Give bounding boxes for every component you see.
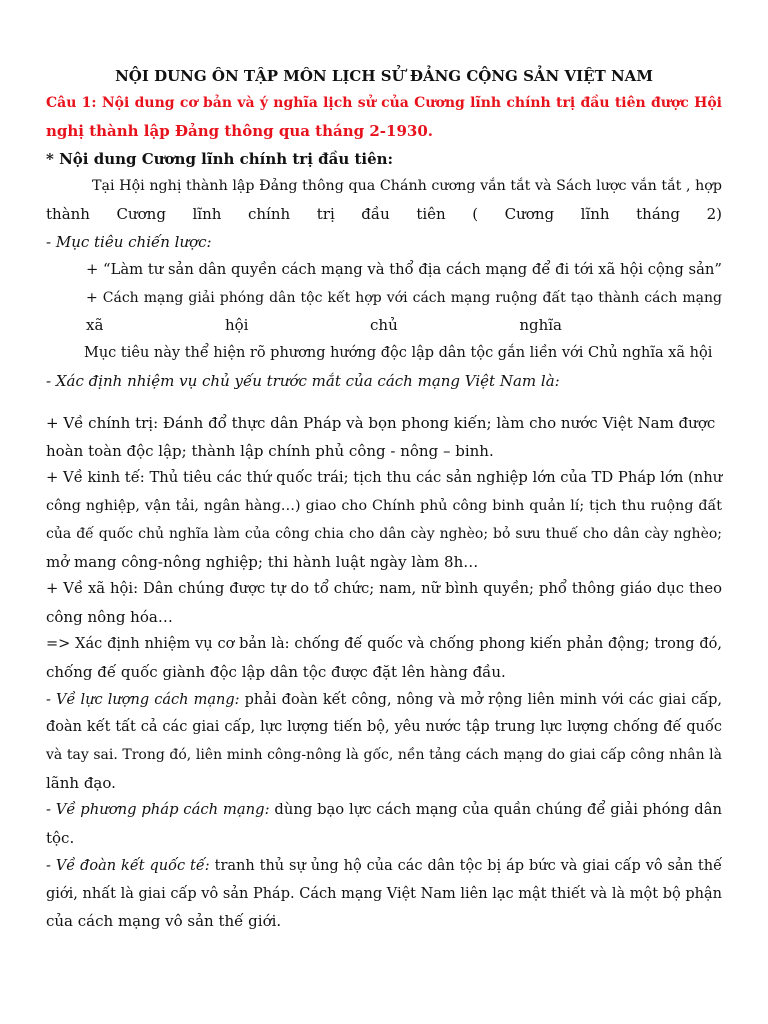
social-line-1: + Về xã hội: Dân chúng được tự do tổ chức; nam, nữ bình quyền; phổ thông giáo dục theo <box>46 580 722 597</box>
forces-line-1 <box>46 690 722 710</box>
question-heading-line-2: nghị thành lập Đảng thông qua tháng 2-1930. <box>46 122 433 140</box>
goal-label: - Mục tiêu chiến lược: <box>46 233 212 251</box>
conclusion-line-1: => Xác định nhiệm vụ cơ bản là: chống đế quốc và chống phong kiến phản động; trong đó, <box>46 636 722 652</box>
solidarity-line-1 <box>46 856 722 876</box>
economic-line-1: + Về kinh tế: Thủ tiêu các thứ quốc trái; tịch thu các sản nghiệp lớn của TD Pháp lớn (như <box>46 469 723 486</box>
goal-item-1: + “Làm tư sản dân quyền cách mạng và thổ địa cách mạng để đi tới xã hội cộng sản” <box>86 261 722 278</box>
document-title: NỘI DUNG ÔN TẬP MÔN LỊCH SỬ ĐẢNG CỘNG SẢN VIỆT NAM <box>115 67 653 85</box>
forces-line-1-text: phải đoàn kết công, nông và mở rộng liên minh với các giai cấp, <box>239 692 722 708</box>
goal-item-2-line-2: xã hội chủ nghĩa <box>86 316 562 334</box>
method-line-1 <box>46 800 722 820</box>
intro-line-1: Tại Hội nghị thành lập Đảng thông qua Chánh cương vắn tắt và Sách lược vắn tắt , hợp <box>92 178 722 194</box>
method-line-2: tộc. <box>46 829 75 847</box>
forces-line-4: lãnh đạo. <box>46 774 116 792</box>
forces-label: - Về lực lượng cách mạng: <box>46 692 240 708</box>
political-line-1: + Về chính trị: Đánh đổ thực dân Pháp và bọn phong kiến; làm cho nước Việt Nam được <box>46 414 716 432</box>
goal-item-2-line-1: + Cách mạng giải phóng dân tộc kết hợp với cách mạng ruộng đất tạo thành cách mạng <box>86 290 722 306</box>
solidarity-label: - Về đoàn kết quốc tế: <box>46 858 210 874</box>
question-heading-line-1: Câu 1: Nội dung cơ bản và ý nghĩa lịch sử của Cương lĩnh chính trị đầu tiên được Hội <box>46 95 722 111</box>
intro-line-2: thành Cương lĩnh chính trị đầu tiên ( Cương lĩnh tháng 2) <box>46 205 722 223</box>
conclusion-line-2: chống đế quốc giành độc lập dân tộc được đặt lên hàng đầu. <box>46 663 506 681</box>
goal-summary: Mục tiêu này thể hiện rõ phương hướng độc lập dân tộc gắn liền với Chủ nghĩa xã hội <box>84 345 713 361</box>
economic-line-3: của đế quốc chủ nghĩa làm của công chia cho dân cày nghèo; bỏ sưu thuế cho dân cày nghèo; <box>46 526 722 542</box>
solidarity-line-3: của cách mạng vô sản thế giới. <box>46 912 282 930</box>
economic-line-2: công nghiệp, vận tải, ngân hàng…) giao cho Chính phủ công binh quản lí; tịch thu ruộng đất <box>46 498 722 514</box>
solidarity-line-1-text: tranh thủ sự ủng hộ của các dân tộc bị áp bức và giai cấp vô sản thế <box>209 858 722 874</box>
forces-line-3: và tay sai. Trong đó, liên minh công-nông là gốc, nền tảng cách mạng do giai cấp công nhân là <box>46 747 722 763</box>
social-line-2: công nông hóa… <box>46 608 173 626</box>
method-line-1-text: dùng bạo lực cách mạng của quần chúng để giải phóng dân <box>269 801 723 818</box>
political-line-2: hoàn toàn độc lập; thành lập chính phủ công - nông – binh. <box>46 442 494 460</box>
solidarity-line-2: giới, nhất là giai cấp vô sản Pháp. Cách mạng Việt Nam liên lạc mật thiết và là một bộ phận <box>46 886 722 902</box>
forces-line-2: đoàn kết tất cả các giai cấp, lực lượng tiến bộ, yêu nước tập trung lực lượng chống đế quốc <box>46 719 722 735</box>
tasks-label: - Xác định nhiệm vụ chủ yếu trước mắt của cách mạng Việt Nam là: <box>46 372 560 390</box>
method-label: - Về phương pháp cách mạng: <box>46 801 270 818</box>
economic-line-4: mở mang công-nông nghiệp; thi hành luật ngày làm 8h… <box>46 553 479 571</box>
section-heading: * Nội dung Cương lĩnh chính trị đầu tiên: <box>46 150 394 168</box>
